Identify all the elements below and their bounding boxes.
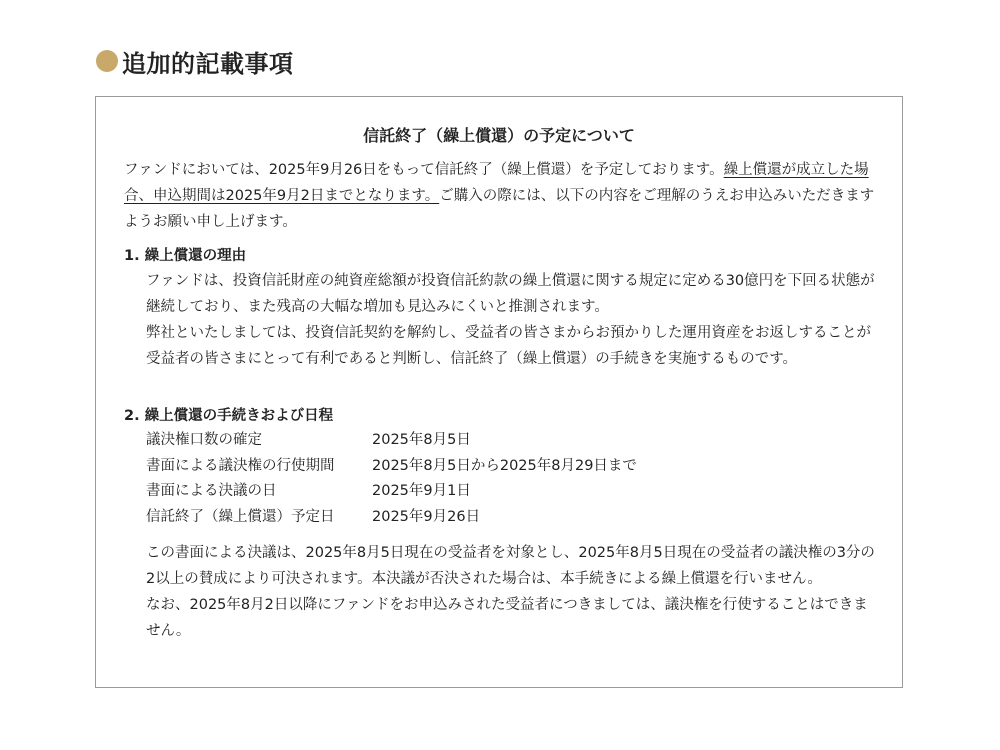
item2-body <box>146 540 878 644</box>
intro-text-1: ファンドにおいては、2025年9月26日をもって信託終了（繰上償還）を予定しております。 <box>124 162 724 178</box>
schedule-label: 書面による議決権の行使期間 <box>146 457 335 474</box>
schedule-value: 2025年9月26日 <box>372 508 481 525</box>
section-heading <box>96 44 294 78</box>
section-title: 追加的記載事項 <box>122 49 294 78</box>
schedule-row <box>146 479 878 505</box>
item2-heading: 2. 繰上償還の手続きおよび日程 <box>124 408 334 424</box>
intro-text-2: ご購入の際には、以下の内容をご理解のうえお申込みいただきますようお願い申し上げます。 <box>124 188 875 230</box>
item1-heading: 1. 繰上償還の理由 <box>124 248 247 264</box>
schedule-label: 議決権口数の確定 <box>146 432 262 448</box>
schedule-row <box>146 505 878 531</box>
schedule-row <box>146 454 878 480</box>
schedule-row <box>146 428 878 454</box>
schedule-value: 2025年8月5日 <box>372 432 471 448</box>
schedule-value: 2025年8月5日から2025年8月29日まで <box>372 457 637 474</box>
notice-intro <box>124 157 876 235</box>
schedule-label: 書面による決議の日 <box>146 483 277 499</box>
item1-paragraph-2: 弊社といたしましては、投資信託契約を解約し、受益者の皆さまからお預かりした運用資産をお返しすることが受益者の皆さまにとって有利であると判断し、信託終了（繰上償還）の手続きを実施するものです。 <box>146 325 871 367</box>
schedule-label: 信託終了（繰上償還）予定日 <box>146 508 335 525</box>
item1-paragraph-1: ファンドは、投資信託財産の純資産総額が投資信託約款の繰上償還に関する規定に定める30億円を下回る状態が継続しており、また残高の大幅な増加も見込みにくいと推測されます。 <box>146 273 875 315</box>
schedule-value: 2025年9月1日 <box>372 483 471 499</box>
notice-box <box>95 96 903 688</box>
notice-title: 信託終了（繰上償還）の予定について <box>363 126 635 145</box>
item1-body <box>146 268 878 372</box>
section-bullet-icon <box>96 50 118 72</box>
intro-underlined-text: 繰上償還が成立した場合、申込期間は2025年9月2日までとなります。 <box>124 162 869 204</box>
schedule-table <box>146 428 878 530</box>
item2-paragraph-2: なお、2025年8月2日以降にファンドをお申込みされた受益者につきましては、議決権を行使することはできません。 <box>146 597 868 639</box>
item2-paragraph-1: この書面による決議は、2025年8月5日現在の受益者を対象とし、2025年8月5日現在の受益者の議決権の3分の2以上の賛成により可決されます。本決議が否決された場合は、本手続きによる繰上償還を行いません。 <box>146 545 875 587</box>
